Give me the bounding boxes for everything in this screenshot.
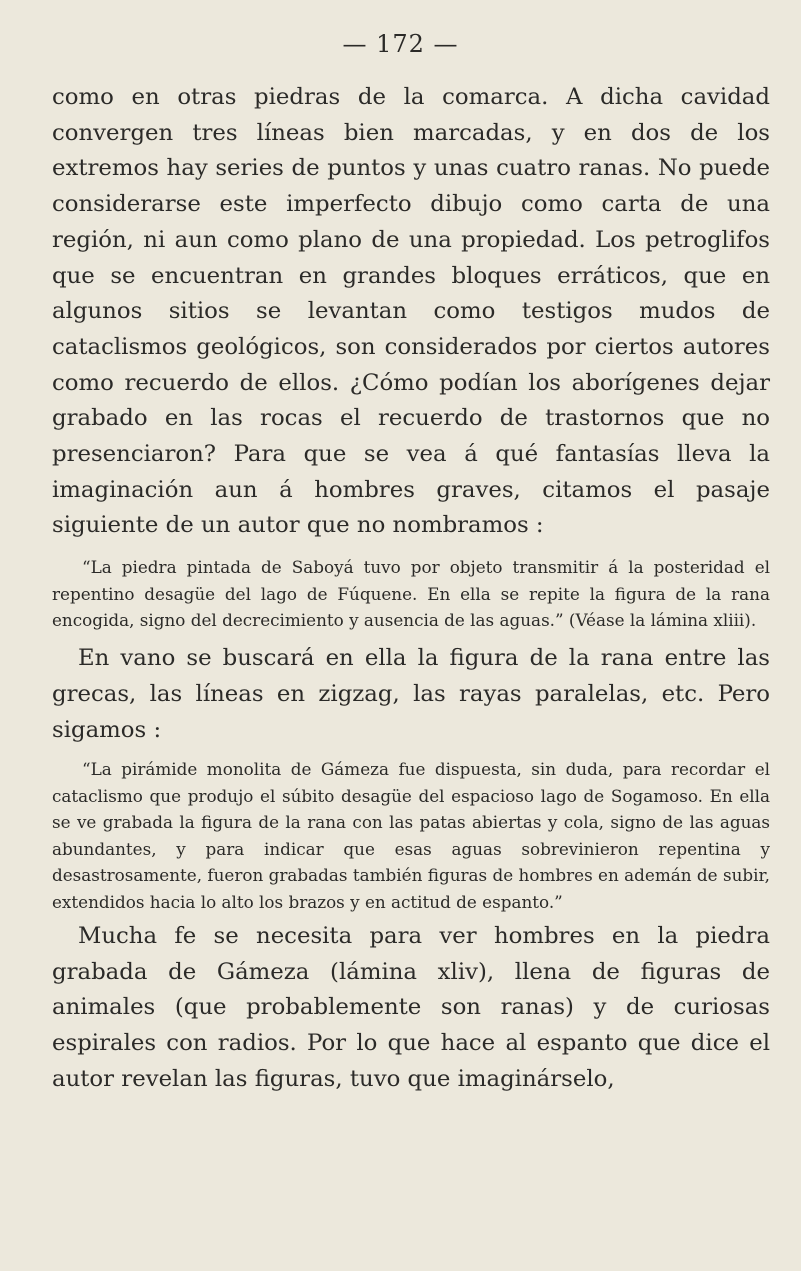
- page-body: [52, 80, 770, 1097]
- quotation-gameza: “La pirámide monolita de Gámeza fue dispuesta, sin duda, para recordar el cataclismo que produjo el súbito desagüe del espacioso lago de Sogamoso. En ella se ve grabada la figura de la rana con las patas abiertas y cola, signo de las aguas abundantes, y para indicar que esas aguas sobrevinieron repentina y desastrosamente, fueron grabadas también figuras de hombres en ademán de subir, extendidos hacia lo alto los brazos y en actitud de espanto.”: [52, 759, 770, 912]
- quotation-saboya: “La piedra pintada de Saboyá tuvo por objeto transmitir á la posteridad el repentino desagüe del lago de Fúquene. En ella se repite la figura de la rana encogida, signo del decrecimiento y ausencia de las aguas.” (Véase la lámina xliii).: [52, 557, 770, 630]
- page-number-header: — 172 —: [342, 30, 459, 58]
- paragraph-2: En vano se buscará en ella la figura de la rana entre las grecas, las líneas en zigzag, las rayas paralelas, etc. Pero sigamos :: [52, 645, 770, 743]
- paragraph-1: como en otras piedras de la comarca. A dicha cavidad convergen tres líneas bien marcadas, y en dos de los extremos hay series de puntos y unas cuatro ranas. No puede considerarse este imperfecto dibujo como carta de una región, ni aun como plano de una propiedad. Los petroglifos que se encuentran en grandes bloques erráticos, que en algunos sitios se levantan como testigos mudos de cataclismos geológicos, son considerados por ciertos autores como recuerdo de ellos. ¿Cómo podían los aborígenes dejar grabado en las rocas el recuerdo de trastornos que no presenciaron? Para que se vea á qué fantasías lleva la imaginación aun á hombres graves, citamos el pasaje siguiente de un autor que no nombramos :: [52, 84, 770, 539]
- paragraph-3: Mucha fe se necesita para ver hombres en la piedra grabada de Gámeza (lámina xliv), llena de figuras de animales (que probablemente son ranas) y de curiosas espirales con radios. Por lo que hace al espanto que dice el autor revelan las figuras, tuvo que imaginárselo,: [52, 922, 770, 1092]
